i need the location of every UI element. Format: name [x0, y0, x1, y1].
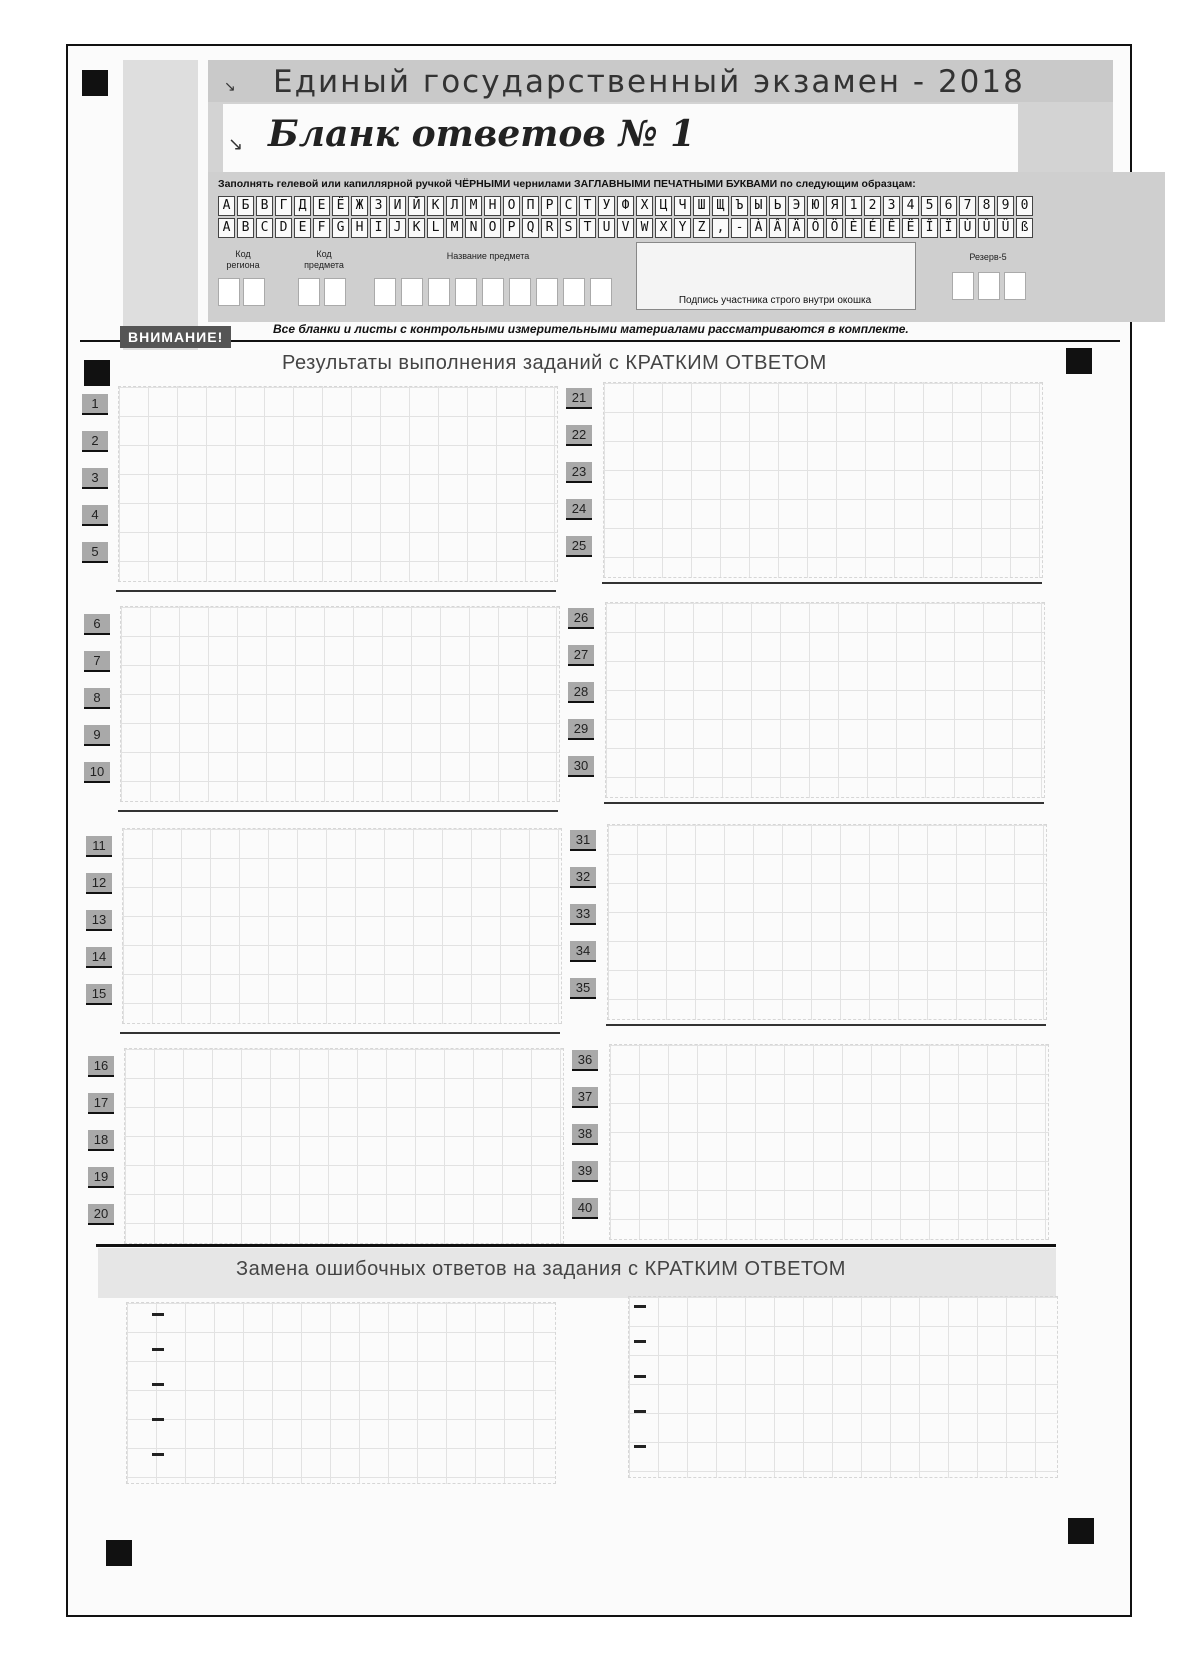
sample-glyph: 9: [997, 196, 1014, 216]
question-number: 30: [568, 756, 594, 777]
replacement-separator: [96, 1244, 1056, 1247]
answer-grid-right[interactable]: [607, 824, 1047, 1020]
question-number: 29: [568, 719, 594, 740]
corner-marker-bottom-right: [1068, 1518, 1094, 1544]
sample-glyph: 2: [864, 196, 881, 216]
replacement-dash: [152, 1453, 164, 1456]
question-number: 19: [88, 1167, 114, 1188]
sample-glyph: Ü: [997, 218, 1014, 238]
subject-name-label: Название предмета: [446, 251, 530, 261]
replacement-dash: [634, 1375, 646, 1378]
sample-glyph: Н: [484, 196, 501, 216]
left-shade: [123, 60, 198, 350]
question-number: 27: [568, 645, 594, 666]
replacement-grid-right[interactable]: [628, 1296, 1058, 1478]
answer-sheet: [66, 44, 1132, 1617]
answer-grid-left[interactable]: [124, 1048, 564, 1244]
question-number: 32: [570, 867, 596, 888]
sample-glyph: Б: [237, 196, 254, 216]
sample-glyph: Ö: [826, 218, 843, 238]
question-number: 22: [566, 425, 592, 446]
sample-glyph: G: [332, 218, 349, 238]
reserve-label: Резерв-5: [969, 252, 1007, 262]
group-separator: [604, 802, 1044, 804]
sample-glyph: 4: [902, 196, 919, 216]
sample-glyph: Г: [275, 196, 292, 216]
question-number: 34: [570, 941, 596, 962]
sample-glyph: È: [845, 218, 862, 238]
region-code-cell[interactable]: [218, 278, 240, 306]
sample-glyph: Э: [788, 196, 805, 216]
replacement-dash: [152, 1383, 164, 1386]
sample-glyph: Ж: [351, 196, 368, 216]
sample-glyph: A: [218, 218, 235, 238]
question-number: 25: [566, 536, 592, 557]
question-number: 35: [570, 978, 596, 999]
sample-glyph: Ы: [750, 196, 767, 216]
sample-glyph: 0: [1016, 196, 1033, 216]
group-separator: [606, 1024, 1046, 1026]
answer-grid-right[interactable]: [603, 382, 1043, 578]
short-answers-title: Результаты выполнения заданий с КРАТКИМ ОТВЕТОМ: [282, 352, 827, 374]
question-number: 17: [88, 1093, 114, 1114]
subject-name-cell[interactable]: [428, 278, 450, 306]
sample-glyph: А: [218, 196, 235, 216]
subject-name-cell[interactable]: [536, 278, 558, 306]
sample-glyph: Щ: [712, 196, 729, 216]
question-number: 39: [572, 1161, 598, 1182]
answer-grid-right[interactable]: [605, 602, 1045, 798]
sample-glyph: Ц: [655, 196, 672, 216]
sample-glyph: Т: [579, 196, 596, 216]
sample-glyph: 1: [845, 196, 862, 216]
group-separator: [116, 590, 556, 592]
question-number: 7: [84, 651, 110, 672]
question-number: 23: [566, 462, 592, 483]
subject-name-cell[interactable]: [590, 278, 612, 306]
sample-glyph: Л: [446, 196, 463, 216]
replacement-dash: [152, 1418, 164, 1421]
corner-marker-mid-right: [1066, 348, 1092, 374]
signature-caption: Подпись участника строго внутри окошка: [678, 295, 872, 306]
replacement-dash: [634, 1340, 646, 1343]
sample-glyph: 5: [921, 196, 938, 216]
corner-marker-bottom-left: [106, 1540, 132, 1566]
question-number: 12: [86, 873, 112, 894]
replacement-dash: [634, 1410, 646, 1413]
sample-glyph: Е: [313, 196, 330, 216]
group-separator: [118, 810, 558, 812]
sample-glyph: М: [465, 196, 482, 216]
sample-glyph: 3: [883, 196, 900, 216]
subject-code-label: Код предмета: [304, 249, 344, 270]
sample-glyph: В: [256, 196, 273, 216]
sample-glyph: П: [522, 196, 539, 216]
sample-glyph: Ù: [959, 218, 976, 238]
sample-glyph: O: [484, 218, 501, 238]
sample-glyph: Д: [294, 196, 311, 216]
sample-glyph: ,: [712, 218, 729, 238]
question-number: 26: [568, 608, 594, 629]
sample-glyph: Â: [769, 218, 786, 238]
region-code-label: Код региона: [226, 249, 260, 270]
question-number: 14: [86, 947, 112, 968]
sample-glyph: I: [370, 218, 387, 238]
group-separator: [120, 1032, 560, 1034]
sample-glyph: L: [427, 218, 444, 238]
sample-glyph: 8: [978, 196, 995, 216]
form-title: Бланк ответов № 1: [268, 113, 696, 155]
sample-glyph: B: [237, 218, 254, 238]
sample-glyph: Ä: [788, 218, 805, 238]
replacement-title: Замена ошибочных ответов на задания с КРАТКИМ ОТВЕТОМ: [236, 1258, 846, 1280]
replacement-dash: [634, 1305, 646, 1308]
subject-name-cell[interactable]: [482, 278, 504, 306]
arrow-icon: ↘: [224, 78, 236, 94]
subject-name-cell[interactable]: [563, 278, 585, 306]
sample-glyph: M: [446, 218, 463, 238]
question-number: 18: [88, 1130, 114, 1151]
question-number: 8: [84, 688, 110, 709]
sample-glyph: Й: [408, 196, 425, 216]
question-number: 3: [82, 468, 108, 489]
sample-glyph: Р: [541, 196, 558, 216]
sample-glyph: -: [731, 218, 748, 238]
question-number: 38: [572, 1124, 598, 1145]
sample-glyph: Ë: [902, 218, 919, 238]
sample-glyph: Ю: [807, 196, 824, 216]
sample-glyph: Q: [522, 218, 539, 238]
reserve-cell[interactable]: [978, 272, 1000, 300]
question-number: 33: [570, 904, 596, 925]
sample-glyph: N: [465, 218, 482, 238]
question-number: 31: [570, 830, 596, 851]
question-number: 20: [88, 1204, 114, 1225]
region-code-cell[interactable]: [243, 278, 265, 306]
question-number: 10: [84, 762, 110, 783]
sample-glyph: F: [313, 218, 330, 238]
question-number: 4: [82, 505, 108, 526]
question-number: 36: [572, 1050, 598, 1071]
sample-glyph: K: [408, 218, 425, 238]
sample-glyphs-latin: [218, 218, 1035, 238]
fill-instructions: Заполнять гелевой или капиллярной ручкой ЧЁРНЫМИ чернилами ЗАГЛАВНЫМИ ПЕЧАТНЫМИ БУКВАМИ по следующим образцам:: [218, 178, 916, 190]
sample-glyph: H: [351, 218, 368, 238]
question-number: 9: [84, 725, 110, 746]
subject-name-cell[interactable]: [509, 278, 531, 306]
replacement-dash: [152, 1348, 164, 1351]
answer-grid-left[interactable]: [120, 606, 560, 802]
reserve-cell[interactable]: [952, 272, 974, 300]
subject-code-cell[interactable]: [324, 278, 346, 306]
arrow-icon: ↘: [228, 134, 244, 154]
sample-glyph: R: [541, 218, 558, 238]
sample-glyph: Ê: [883, 218, 900, 238]
sample-glyph: T: [579, 218, 596, 238]
subject-code-cell[interactable]: [298, 278, 320, 306]
answer-grid-right[interactable]: [609, 1044, 1049, 1240]
replacement-grid-left[interactable]: [126, 1302, 556, 1484]
replacement-dash: [152, 1313, 164, 1316]
attention-badge: ВНИМАНИЕ!: [120, 326, 231, 348]
replacement-dash: [634, 1445, 646, 1448]
sample-glyph: Ш: [693, 196, 710, 216]
sample-glyph: X: [655, 218, 672, 238]
exam-title: Единый государственный экзамен - 2018: [273, 64, 1025, 100]
group-separator: [602, 582, 1042, 584]
question-number: 24: [566, 499, 592, 520]
sample-glyph: Я: [826, 196, 843, 216]
sample-glyph: E: [294, 218, 311, 238]
sample-glyph: W: [636, 218, 653, 238]
sample-glyph: Ч: [674, 196, 691, 216]
sample-glyph: 7: [959, 196, 976, 216]
question-number: 5: [82, 542, 108, 563]
subject-name-cell[interactable]: [374, 278, 396, 306]
question-number: 15: [86, 984, 112, 1005]
sample-glyph: J: [389, 218, 406, 238]
question-number: 2: [82, 431, 108, 452]
sample-glyph: Ф: [617, 196, 634, 216]
corner-marker-mid-left: [84, 360, 110, 386]
sample-glyph: Ё: [332, 196, 349, 216]
question-number: 37: [572, 1087, 598, 1108]
sample-glyph: С: [560, 196, 577, 216]
answer-grid-left[interactable]: [118, 386, 558, 582]
sample-glyph: Ô: [807, 218, 824, 238]
sample-glyph: У: [598, 196, 615, 216]
sample-glyph: Û: [978, 218, 995, 238]
sample-glyph: U: [598, 218, 615, 238]
sample-glyph: D: [275, 218, 292, 238]
sample-glyph: À: [750, 218, 767, 238]
question-number: 40: [572, 1198, 598, 1219]
sample-glyph: З: [370, 196, 387, 216]
question-number: 21: [566, 388, 592, 409]
corner-marker-top-left: [82, 70, 108, 96]
sample-glyph: Z: [693, 218, 710, 238]
attention-line: [80, 340, 1120, 342]
subject-name-cell[interactable]: [455, 278, 477, 306]
sample-glyph: C: [256, 218, 273, 238]
reserve-cell[interactable]: [1004, 272, 1026, 300]
question-number: 11: [86, 836, 112, 857]
question-number: 16: [88, 1056, 114, 1077]
sample-glyph: О: [503, 196, 520, 216]
sample-glyph: S: [560, 218, 577, 238]
sample-glyph: И: [389, 196, 406, 216]
sample-glyph: Ь: [769, 196, 786, 216]
sample-glyph: ß: [1016, 218, 1033, 238]
question-number: 6: [84, 614, 110, 635]
question-number: 13: [86, 910, 112, 931]
sample-glyph: Х: [636, 196, 653, 216]
question-number: 1: [82, 394, 108, 415]
subject-name-cell[interactable]: [401, 278, 423, 306]
sample-glyph: 6: [940, 196, 957, 216]
sample-glyph: Y: [674, 218, 691, 238]
question-number: 28: [568, 682, 594, 703]
sample-glyph: P: [503, 218, 520, 238]
sample-glyph: V: [617, 218, 634, 238]
sample-glyphs-cyrillic: [218, 196, 1035, 216]
sample-glyph: Ъ: [731, 196, 748, 216]
sample-glyph: Î: [921, 218, 938, 238]
sample-glyph: É: [864, 218, 881, 238]
sample-glyph: Ï: [940, 218, 957, 238]
attention-text: Все бланки и листы с контрольными измерительными материалами рассматриваются в комплекте.: [273, 322, 909, 336]
answer-grid-left[interactable]: [122, 828, 562, 1024]
sample-glyph: К: [427, 196, 444, 216]
